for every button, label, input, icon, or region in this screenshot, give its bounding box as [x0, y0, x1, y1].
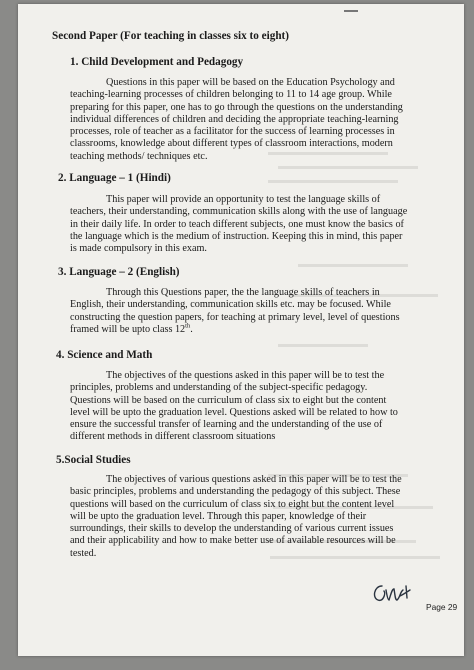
text-line: level will be upto the graduation level. Questions asked will be related to how to [70, 406, 398, 418]
section-body-1 [70, 77, 430, 163]
section-body-5 [70, 474, 430, 560]
section-heading-1: 1. Child Development and Pedagogy [70, 56, 244, 68]
text-line [70, 324, 430, 336]
section-body-4 [70, 370, 430, 444]
text-line: classrooms, knowledge about different types of classroom interactions, modern [70, 138, 393, 150]
signature [370, 580, 416, 606]
text-line: processes, role of teacher as a facilitator for the success of learning processes in [70, 126, 395, 138]
text-line: constructing the question papers, for teaching at primary level, level of questions [70, 311, 400, 323]
text-line: will be upto the graduation level. Through this paper, knowledge of their [70, 510, 367, 522]
section-heading-3: 3. Language – 2 (English) [58, 266, 180, 278]
text-line: teaching-learning processes of children belonging to 11 to 14 age group. While [70, 89, 392, 101]
text-line: the language which is the medium of instruction. Keeping this in mind, this paper [70, 230, 403, 242]
text-line: teachers, their understanding, communication skills along with the use of language [70, 206, 408, 218]
text-line: in their daily life. In order to teach different subjects, one must know the basics of [70, 218, 404, 230]
text-line: Questions in this paper will be based on the Education Psychology and [106, 77, 395, 88]
section-body-2 [70, 194, 430, 255]
text-line: The objectives of various questions asked in this paper will be to test the [106, 474, 402, 485]
document-page [18, 4, 464, 656]
superscript: th [185, 322, 191, 330]
text-line: tested. [70, 547, 97, 559]
text-line: and their applicability and how to make better use of available resources will be [70, 535, 396, 547]
text-line: teaching methods/ techniques etc. [70, 150, 208, 162]
text-line: English, their understanding, communication skills etc. may be focused. While [70, 299, 391, 311]
page-title: Second Paper (For teaching in classes six to eight) [52, 30, 289, 42]
text-line: This paper will provide an opportunity to test the language skills of [106, 194, 381, 205]
scan-mark [344, 10, 358, 12]
section-heading-4: 4. Science and Math [56, 349, 153, 361]
text-line: Through this Questions paper, the the language skills of teachers in [106, 287, 380, 298]
text-line: is made compulsory in this exam. [70, 243, 207, 255]
page-number: Page 29 [426, 602, 458, 612]
text-line: ensure the successful transfer of learning and the understanding of the use of [70, 419, 383, 431]
text-line: The objectives of the questions asked in this paper will be to test the [106, 370, 385, 381]
text-line: principles, problems and understanding of the subject-specific pedagogy. [70, 382, 368, 394]
text-line: questions will based on the curriculum of class six to eight but the content level [70, 498, 395, 510]
section-heading-5: 5.Social Studies [56, 454, 131, 466]
text-line: individual differences of children and deciding the appropriate teaching-learning [70, 113, 399, 125]
text-fragment: . [190, 323, 193, 335]
text-line: basic principles, problems and understanding the pedagogy of this subject. These [70, 486, 401, 498]
text-line: surroundings, their skills to develop the understanding of various current issues [70, 523, 394, 535]
text-line: Questions will be based on the curriculum of class six to eight but the content [70, 394, 387, 406]
section-heading-2: 2. Language – 1 (Hindi) [58, 172, 171, 184]
section-body-3 [70, 287, 430, 336]
text-fragment: framed will be upto class 12 [70, 323, 186, 335]
text-line: different methods in different classroom situations [70, 431, 276, 443]
text-line: preparing for this paper, one has to go through the questions on the understanding [70, 101, 403, 113]
